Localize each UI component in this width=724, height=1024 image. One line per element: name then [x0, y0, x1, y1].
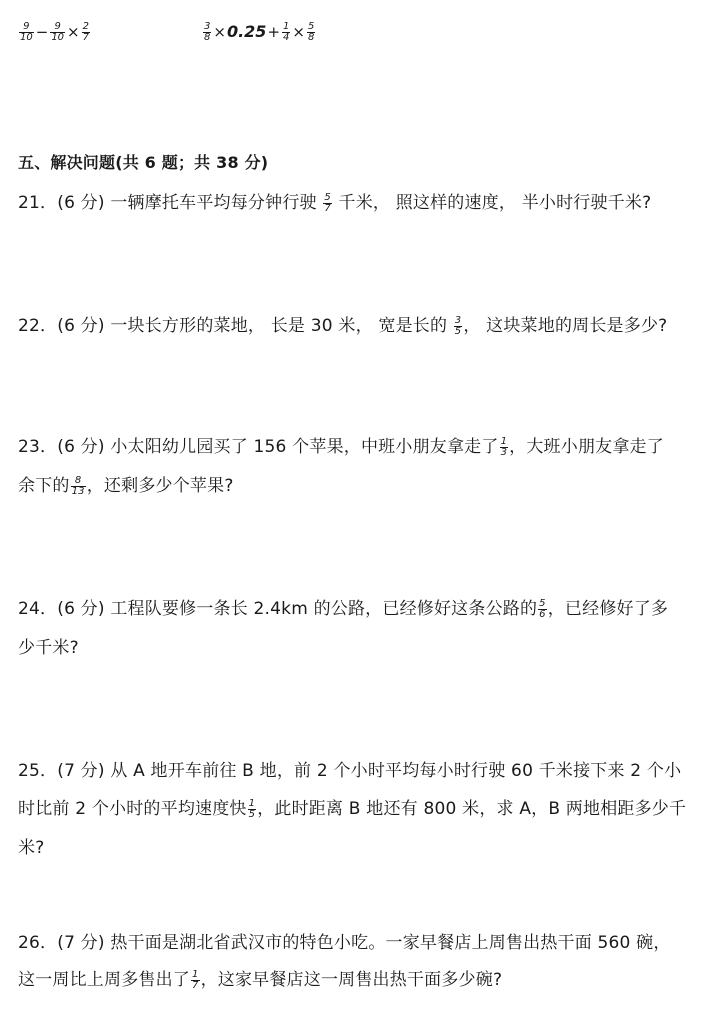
question-26-line-1: 26．(7 分) 热干面是湖北省武汉市的特色小吃。一家早餐店上周售出热干面 560 碗，: [18, 933, 671, 953]
expression-1: $\frac{9}{10}$ − $\frac{9}{10}$ × $\frac{2}{7}$: [20, 21, 89, 43]
fraction: $\frac{1}{4}$: [283, 21, 290, 43]
question-24-line-1: 24．(6 分) 工程队要修一条长 2.4km 的公路，已经修好这条公路的 $\frac{5}{6}$ ，已经修好了多: [18, 597, 669, 620]
question-23-line-1: 23．(6 分) 小太阳幼儿园买了 156 个苹果，中班小朋友拿走了 $\frac{1}{3}$ ，大班小朋友拿走了: [18, 435, 664, 458]
section-heading: 五、解决问题(共 6 题；共 38 分): [18, 153, 269, 172]
question-22: 22．(6 分) 一块长方形的菜地， 长是 30 米， 宽是长的 $\frac{3}{5}$ ， 这块菜地的周长是多少?: [18, 314, 668, 337]
question-21: 21．(6 分) 一辆摩托车平均每分钟行驶 $\frac{5}{7}$ 千米， 照这样的速度， 半小时行驶千米?: [18, 191, 652, 214]
expression-2: $\frac{3}{8}$ ×0.25+ $\frac{1}{4}$ × $\frac{5}{8}$: [204, 21, 315, 43]
question-25-line-3: 米?: [18, 838, 45, 858]
fraction: $\frac{9}{10}$: [51, 21, 65, 43]
question-26-line-2: 这一周比上周多售出了 $\frac{1}{7}$ ，这家早餐店这一周售出热干面多少碗?: [18, 968, 503, 991]
question-23-line-2: 余下的 $\frac{8}{13}$ ，还剩多少个苹果?: [18, 474, 234, 497]
question-25-line-2: 时比前 2 个小时的平均速度快 $\frac{1}{5}$ ，此时距离 B 地还有 800 米，求 A，B 两地相距多少千: [18, 797, 687, 820]
fraction: $\frac{3}{8}$: [204, 21, 211, 43]
fraction: $\frac{2}{7}$: [82, 21, 89, 43]
fraction: $\frac{5}{8}$: [307, 21, 315, 43]
question-24-line-2: 少千米?: [18, 638, 79, 658]
question-25-line-1: 25．(7 分) 从 A 地开车前往 B 地，前 2 个小时平均每小时行驶 60 千米接下来 2 个小: [18, 761, 682, 781]
fraction: $\frac{9}{10}$: [20, 21, 33, 43]
